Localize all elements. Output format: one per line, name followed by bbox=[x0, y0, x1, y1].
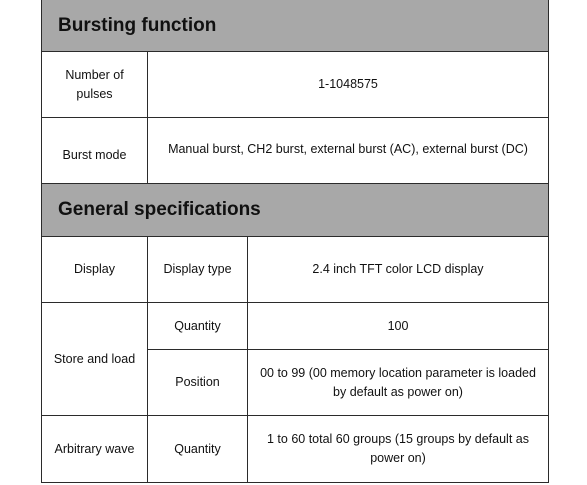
burst-mode-label: Burst mode bbox=[41, 117, 148, 184]
display-label: Display bbox=[41, 236, 148, 303]
arbitrary-wave-label: Arbitrary wave bbox=[41, 415, 148, 483]
store-position-label: Position bbox=[147, 349, 248, 416]
store-and-load-label: Store and load bbox=[41, 302, 148, 416]
section-title-bursting: Bursting function bbox=[58, 14, 217, 36]
number-of-pulses-label: Number of pulses bbox=[41, 51, 148, 118]
burst-mode-value: Manual burst, CH2 burst, external burst (AC), external burst (DC) bbox=[147, 117, 549, 184]
section-title-general: General specifications bbox=[58, 199, 261, 220]
arbitrary-quantity-value: 1 to 60 total 60 groups (15 groups by default as power on) bbox=[247, 415, 549, 483]
display-type-label: Display type bbox=[147, 236, 248, 303]
store-position-value: 00 to 99 (00 memory location parameter is loaded by default as power on) bbox=[247, 349, 549, 416]
arbitrary-quantity-label: Quantity bbox=[147, 415, 248, 483]
section-header-bursting bbox=[41, 0, 549, 52]
store-quantity-label: Quantity bbox=[147, 302, 248, 350]
display-type-value: 2.4 inch TFT color LCD display bbox=[247, 236, 549, 303]
store-quantity-value: 100 bbox=[247, 302, 549, 350]
section-header-general bbox=[41, 183, 549, 237]
number-of-pulses-value: 1-1048575 bbox=[147, 51, 549, 118]
